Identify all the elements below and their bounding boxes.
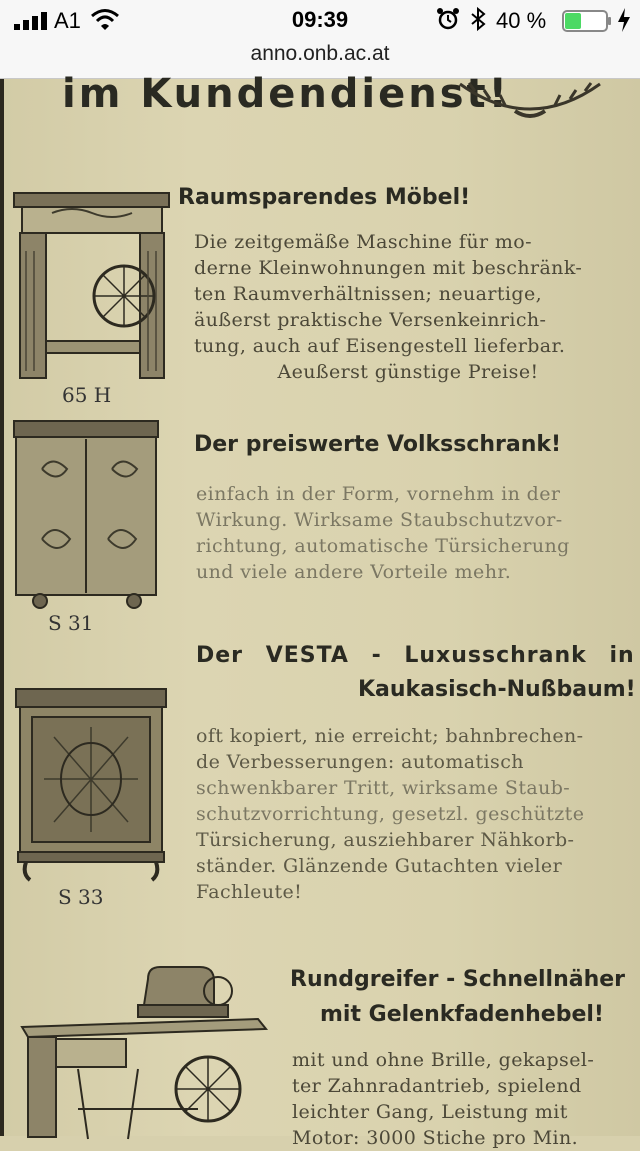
text-line: Motor: 3000 Stiche pro Min. [292,1127,579,1149]
caption-65h: 65 H [62,383,112,407]
scanned-page [0,71,640,1149]
cabinet-s33-illustration [14,687,169,882]
text-line: einfach in der Form, vornehm in der [196,483,561,505]
text-line: und viele andere Vorteile mehr. [196,561,512,583]
text-line: mit und ohne Brille, gekapsel- [292,1049,595,1071]
body-rundgreifer [292,1047,626,1151]
cabinet-s31-illustration [12,419,162,609]
body-volksschrank [196,481,622,585]
text-line: de Verbesserungen: automatisch [196,751,524,773]
sewing-machine-illustration [18,959,268,1139]
text-line: Die zeitgemäße Maschine für mo- [194,231,532,253]
title-raumsparendes: Raumsparendes Möbel! [178,185,471,210]
title-volksschrank: Der preiswerte Volksschrank! [194,432,562,457]
column-rule [0,79,4,1136]
title-vesta-line1: Der VESTA - Luxusschrank in [196,643,635,668]
text-line: schutzvorrichtung, gesetzl. geschützte [196,803,585,825]
title-rundgreifer-line2: mit Gelenkfadenhebel! [320,1002,604,1027]
text-line: ständer. Glänzende Gutachten vieler [196,855,563,877]
text-line: derne Kleinwohnungen mit beschränk- [194,257,583,279]
charging-icon [617,8,631,32]
alarm-icon [437,8,459,30]
text-line: ten Raumverhältnissen; neuartige, [194,283,543,305]
text-line: ter Zahnradantrieb, spielend [292,1075,582,1097]
title-rundgreifer-line1: Rundgreifer - Schnellnäher [290,967,626,992]
carrier-name: A1 [54,8,81,33]
sewing-table-65h-illustration [12,191,172,381]
bluetooth-icon [470,7,486,31]
text-line: oft kopiert, nie erreicht; bahnbrechen- [196,725,584,747]
text-line: Wirkung. Wirksame Staubschutzvor- [196,509,563,531]
url-text[interactable]: anno.onb.ac.at [250,42,390,65]
status-bar [0,0,640,40]
caption-s31: S 31 [48,611,94,635]
clock: 09:39 [291,7,349,32]
text-line: Aeußerst günstige Preise! [277,361,539,383]
body-raumsparendes [194,229,622,385]
text-line: Fachleute! [196,881,303,903]
text-line: tung, auch auf Eisengestell lieferbar. [194,335,566,357]
battery-icon [562,10,612,32]
text-line: richtung, automatische Türsicherung [196,535,570,557]
laurel-ornament [455,79,605,121]
text-line: Türsicherung, ausziehbarer Nähkorb- [196,829,575,851]
title-vesta-line2: Kaukasisch-Nußbaum! [358,677,636,702]
body-vesta [196,723,622,905]
battery-percent: 40 % [496,8,547,33]
battery-fill [565,13,581,29]
headline: im Kundendienst! [62,71,510,117]
caption-s33: S 33 [58,885,104,909]
text-line: schwenkbarer Tritt, wirksame Staub- [196,777,571,799]
text-line: äußerst praktische Versenkeinrich- [194,309,547,331]
text-line: leichter Gang, Leistung mit [292,1101,568,1123]
